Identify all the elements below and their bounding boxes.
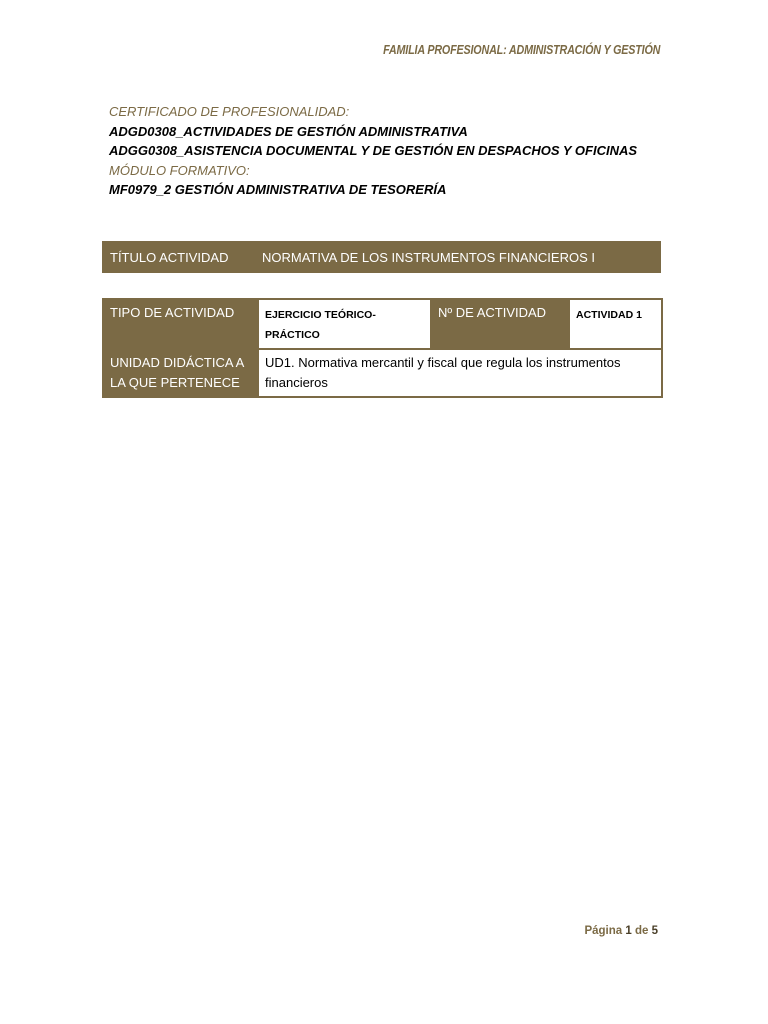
unit-label: UNIDAD DIDÁCTICA A LA QUE PERTENECE [103,349,258,397]
family-header: FAMILIA PROFESIONAL: ADMINISTRACIÓN Y GESTIÓN [382,43,660,57]
module-label: MÓDULO FORMATIVO: [109,162,250,178]
certificate-block [109,102,637,200]
activity-type-label: TIPO DE ACTIVIDAD [103,299,258,349]
activity-title-bar [102,241,661,273]
activity-title-label: TÍTULO ACTIVIDAD [110,249,229,265]
activity-type-value: EJERCICIO TEÓRICO-PRÁCTICO [258,299,431,349]
table-row [103,299,662,349]
page-total: 5 [651,925,658,937]
unit-value: UD1. Normativa mercantil y fiscal que regula los instrumentos financieros [258,349,662,397]
certificate-line-1: ADGD0308_ACTIVIDADES DE GESTIÓN ADMINISTRATIVA [109,123,468,139]
activity-number-value: ACTIVIDAD 1 [569,299,662,349]
activity-number-label: Nº DE ACTIVIDAD [431,299,569,349]
page-of: de [634,925,649,937]
certificate-label: CERTIFICADO DE PROFESIONALIDAD: [109,104,350,119]
page-number [584,925,658,937]
page-word: Página [584,925,623,937]
activity-details-table [102,298,663,398]
page-current: 1 [625,925,632,937]
certificate-line-2: ADGG0308_ASISTENCIA DOCUMENTAL Y DE GESTIÓN EN DESPACHOS Y OFICINAS [109,143,638,158]
activity-title-value: NORMATIVA DE LOS INSTRUMENTOS FINANCIEROS I [262,249,595,265]
module-value: MF0979_2 GESTIÓN ADMINISTRATIVA DE TESORERÍA [109,182,447,197]
table-row [103,349,662,397]
